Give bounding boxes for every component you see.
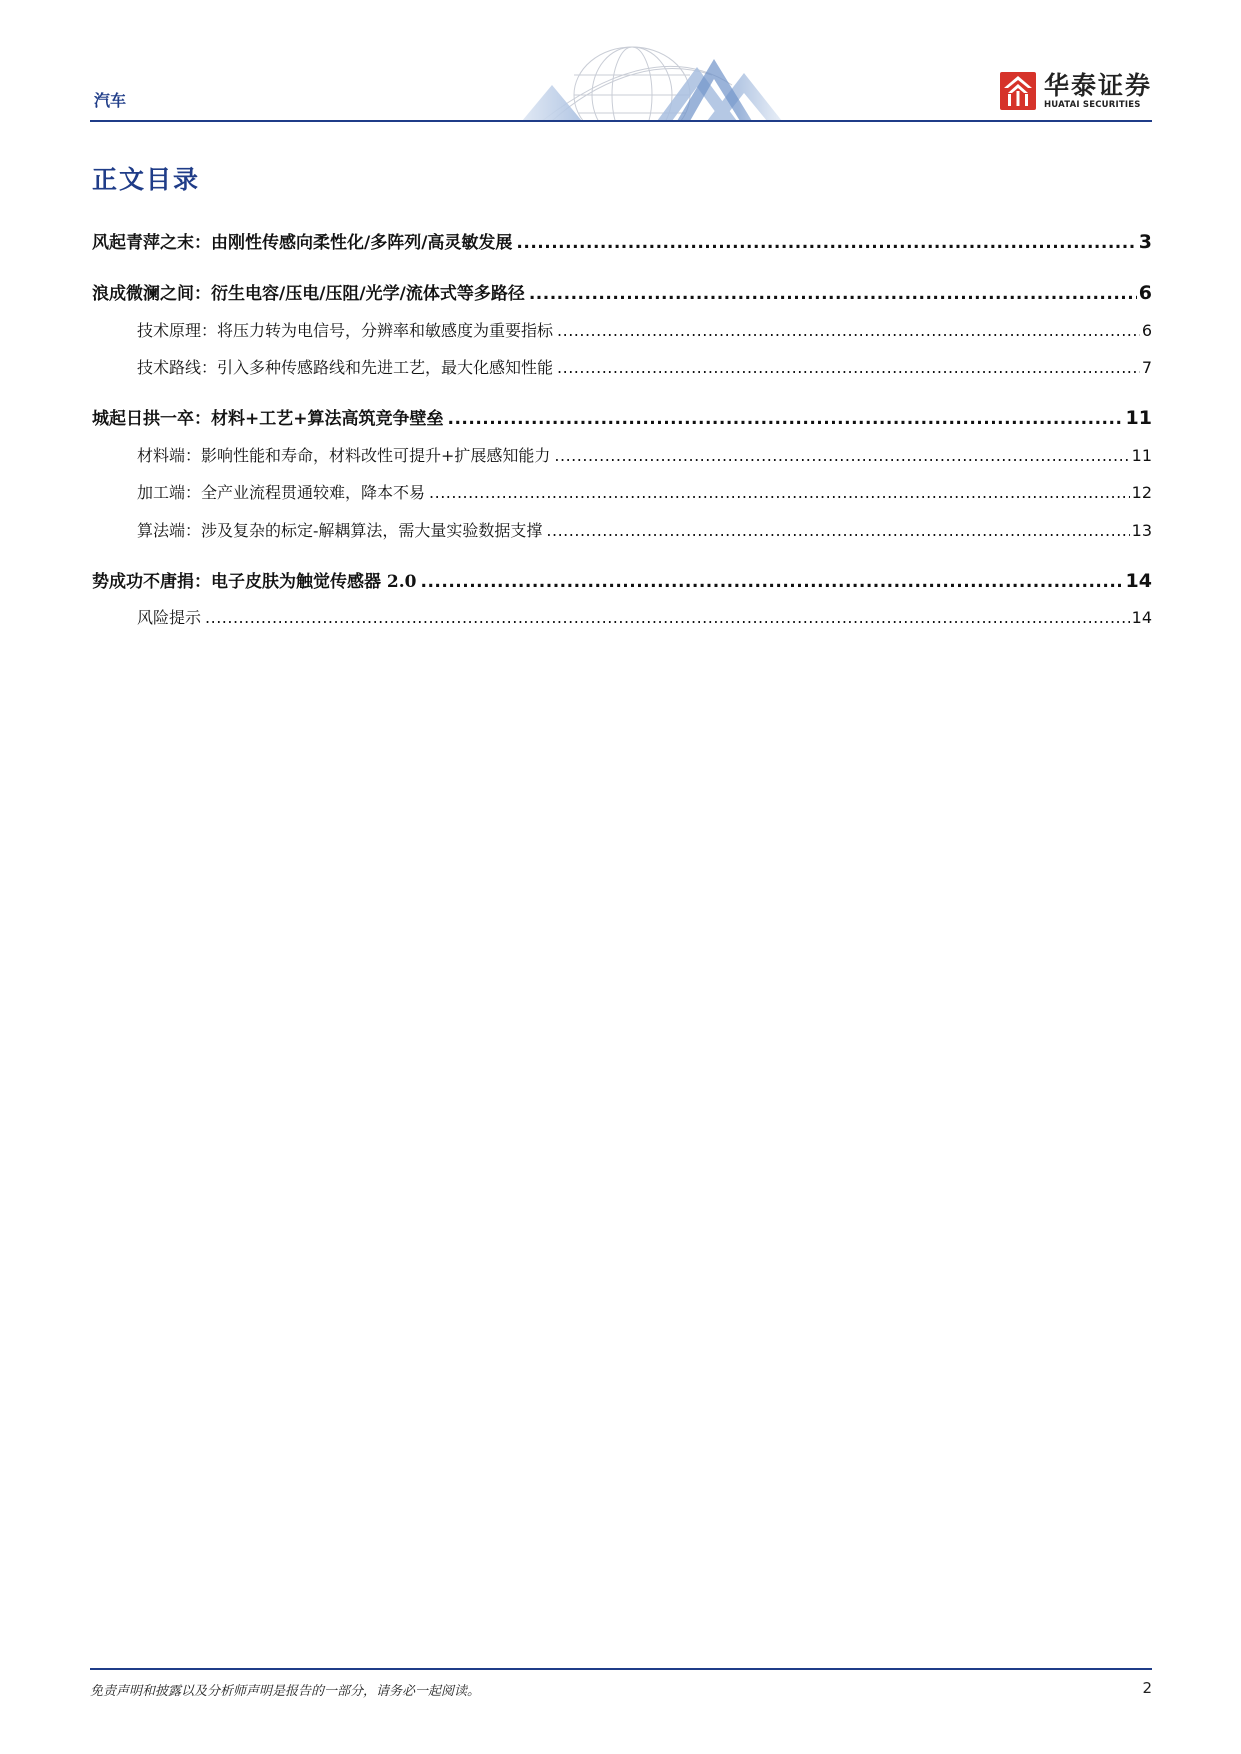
- brand-name-en: HUATAI SECURITIES: [1043, 100, 1141, 110]
- toc-subentry-page: 11: [1131, 446, 1152, 465]
- toc-entry[interactable]: [92, 404, 1152, 429]
- toc-subentry[interactable]: [137, 480, 1152, 503]
- toc-subentry-label: 风险提示: [137, 608, 202, 627]
- toc-entry-page: 6: [1138, 282, 1152, 304]
- toc-leader: [205, 608, 1130, 627]
- toc-subentry-page: 7: [1141, 358, 1152, 377]
- toc-subentry-label: 技术原理：将压力转为电信号，分辨率和敏感度为重要指标: [137, 321, 554, 340]
- toc-leader: [429, 483, 1130, 502]
- page-footer: [90, 1668, 1152, 1708]
- toc-entry-page: 3: [1138, 231, 1152, 253]
- toc-entry-page: 14: [1125, 570, 1152, 592]
- brand-logo-block: [1000, 70, 1152, 112]
- toc-entry-label: 势成功不唐捐：电子皮肤为触觉传感器 2.0: [92, 572, 417, 592]
- footer-disclaimer: 免责声明和披露以及分析师声明是报告的一部分，请务必一起阅读。: [90, 1684, 481, 1699]
- toc-leader: [557, 358, 1140, 377]
- toc-subentry-label: 算法端：涉及复杂的标定-解耦算法，需大量实验数据支撑: [137, 521, 543, 540]
- toc-subentry[interactable]: [137, 318, 1152, 341]
- toc-leader: [554, 446, 1129, 465]
- toc-subentry-label: 技术路线：引入多种传感路线和先进工艺，最大化感知性能: [137, 358, 554, 377]
- toc-entry-label: 风起青萍之末：由刚性传感向柔性化/多阵列/高灵敏发展: [92, 233, 513, 253]
- toc-subentry[interactable]: [137, 518, 1152, 541]
- section-label: 汽车: [94, 91, 127, 110]
- brand-name-cn: 华泰证券: [1043, 71, 1152, 100]
- toc-entry-label: 浪成微澜之间：衍生电容/压电/压阻/光学/流体式等多路径: [92, 284, 525, 304]
- toc-subentry-label: 加工端：全产业流程贯通较难，降本不易: [137, 483, 426, 502]
- toc-leader: [421, 572, 1124, 592]
- toc-leader: [546, 521, 1129, 540]
- toc-entry[interactable]: [92, 567, 1152, 592]
- toc-leader: [448, 409, 1124, 429]
- toc-leader: [557, 321, 1140, 340]
- header-divider: [90, 120, 1152, 122]
- toc-title: 正文目录: [92, 165, 201, 194]
- toc-subentry-label: 材料端：影响性能和寿命，材料改性可提升+扩展感知能力: [137, 446, 551, 465]
- toc-subentry[interactable]: [137, 605, 1152, 628]
- toc-subentry[interactable]: [137, 355, 1152, 378]
- footer-divider: [90, 1668, 1152, 1670]
- toc-subentry-page: 12: [1131, 483, 1152, 502]
- page-header: [90, 40, 1152, 122]
- toc-entry-label: 城起日拱一卒：材料+工艺+算法高筑竞争壁垒: [92, 409, 444, 429]
- page-number: 2: [1142, 1679, 1152, 1697]
- toc-subentry-page: 6: [1141, 321, 1152, 340]
- toc-leader: [516, 233, 1136, 253]
- toc-entry[interactable]: [92, 228, 1152, 253]
- globe-decoration-icon: [482, 45, 802, 121]
- toc-subentry[interactable]: [137, 443, 1152, 466]
- huatai-logo-icon: [1000, 72, 1036, 110]
- toc-leader: [529, 284, 1137, 304]
- toc-entry-page: 11: [1125, 407, 1152, 429]
- toc-subentry-page: 14: [1131, 608, 1152, 627]
- toc-subentry-page: 13: [1131, 521, 1152, 540]
- toc-entry[interactable]: [92, 279, 1152, 304]
